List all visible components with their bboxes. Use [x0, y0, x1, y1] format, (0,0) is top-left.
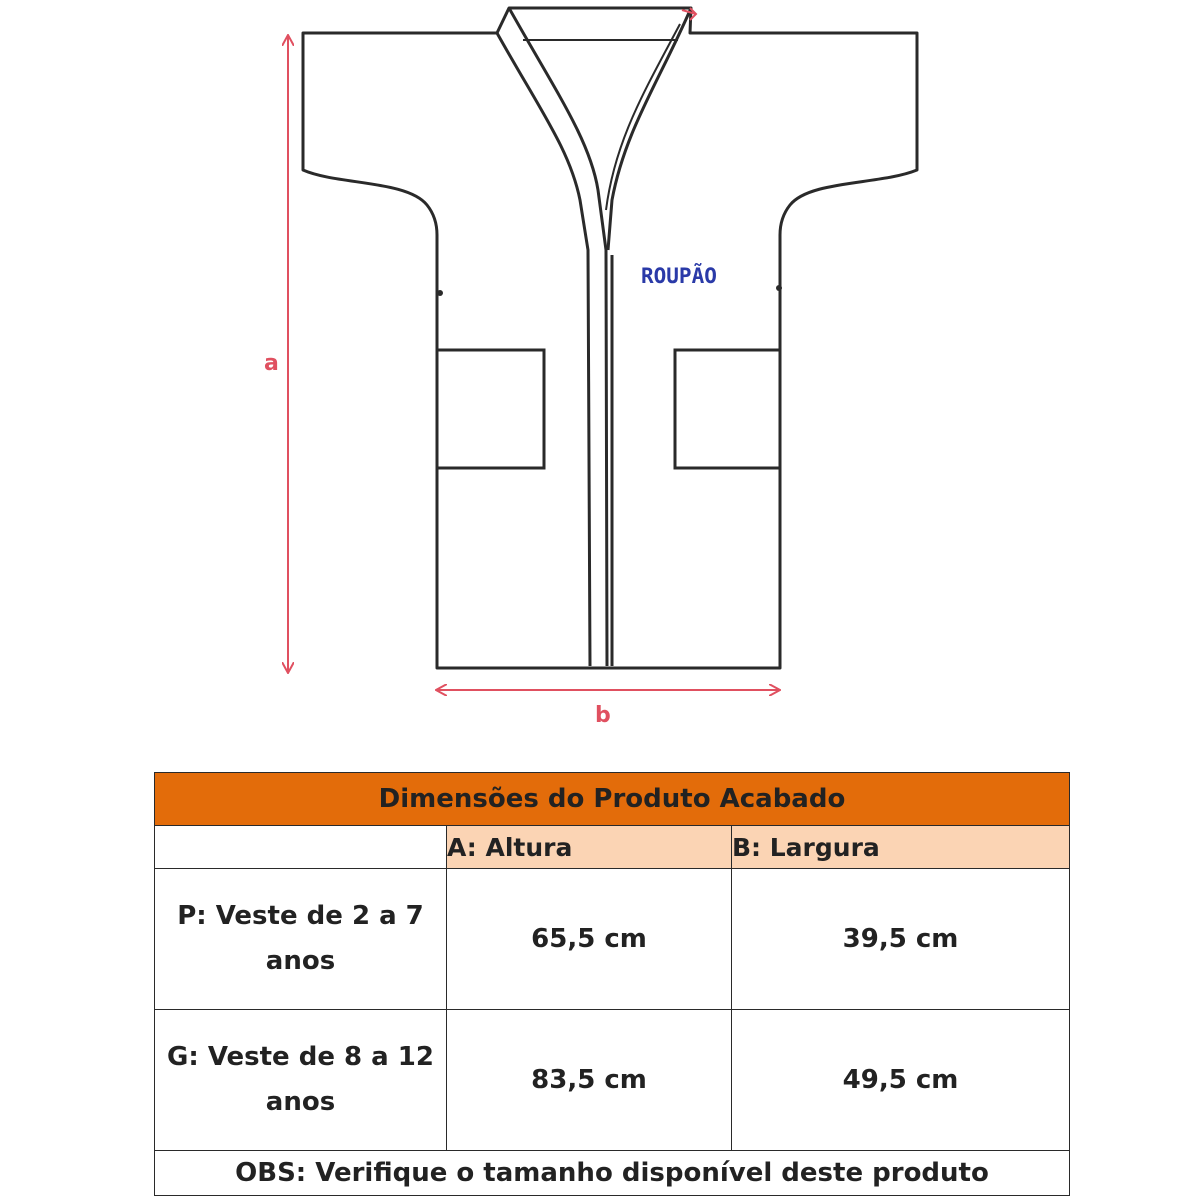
- header-size: [155, 826, 447, 869]
- side-seam-mark-right: [776, 285, 782, 291]
- table-note: OBS: Verifique o tamanho disponível deste produto: [155, 1151, 1070, 1196]
- pocket-left: [437, 350, 544, 468]
- altura-value: 83,5 cm: [447, 1010, 732, 1151]
- table-row: [155, 869, 1070, 1010]
- side-seam-mark-left: [437, 290, 443, 296]
- largura-value: 49,5 cm: [732, 1010, 1070, 1151]
- largura-value: 39,5 cm: [732, 869, 1070, 1010]
- table-row: [155, 1010, 1070, 1151]
- header-largura: B: Largura: [732, 826, 1070, 869]
- dimension-b-label: b: [595, 703, 611, 728]
- dimensions-table: [154, 772, 1070, 1196]
- pocket-right: [675, 350, 780, 468]
- size-label: P: Veste de 2 a 7 anos: [155, 869, 447, 1010]
- robe-body-outline: [303, 8, 917, 668]
- size-label: G: Veste de 8 a 12 anos: [155, 1010, 447, 1151]
- table-title: Dimensões do Produto Acabado: [155, 773, 1070, 826]
- altura-value: 65,5 cm: [447, 869, 732, 1010]
- garment-label: ROUPÃO: [641, 264, 717, 288]
- header-altura: A: Altura: [447, 826, 732, 869]
- dimension-a-label: a: [264, 351, 279, 376]
